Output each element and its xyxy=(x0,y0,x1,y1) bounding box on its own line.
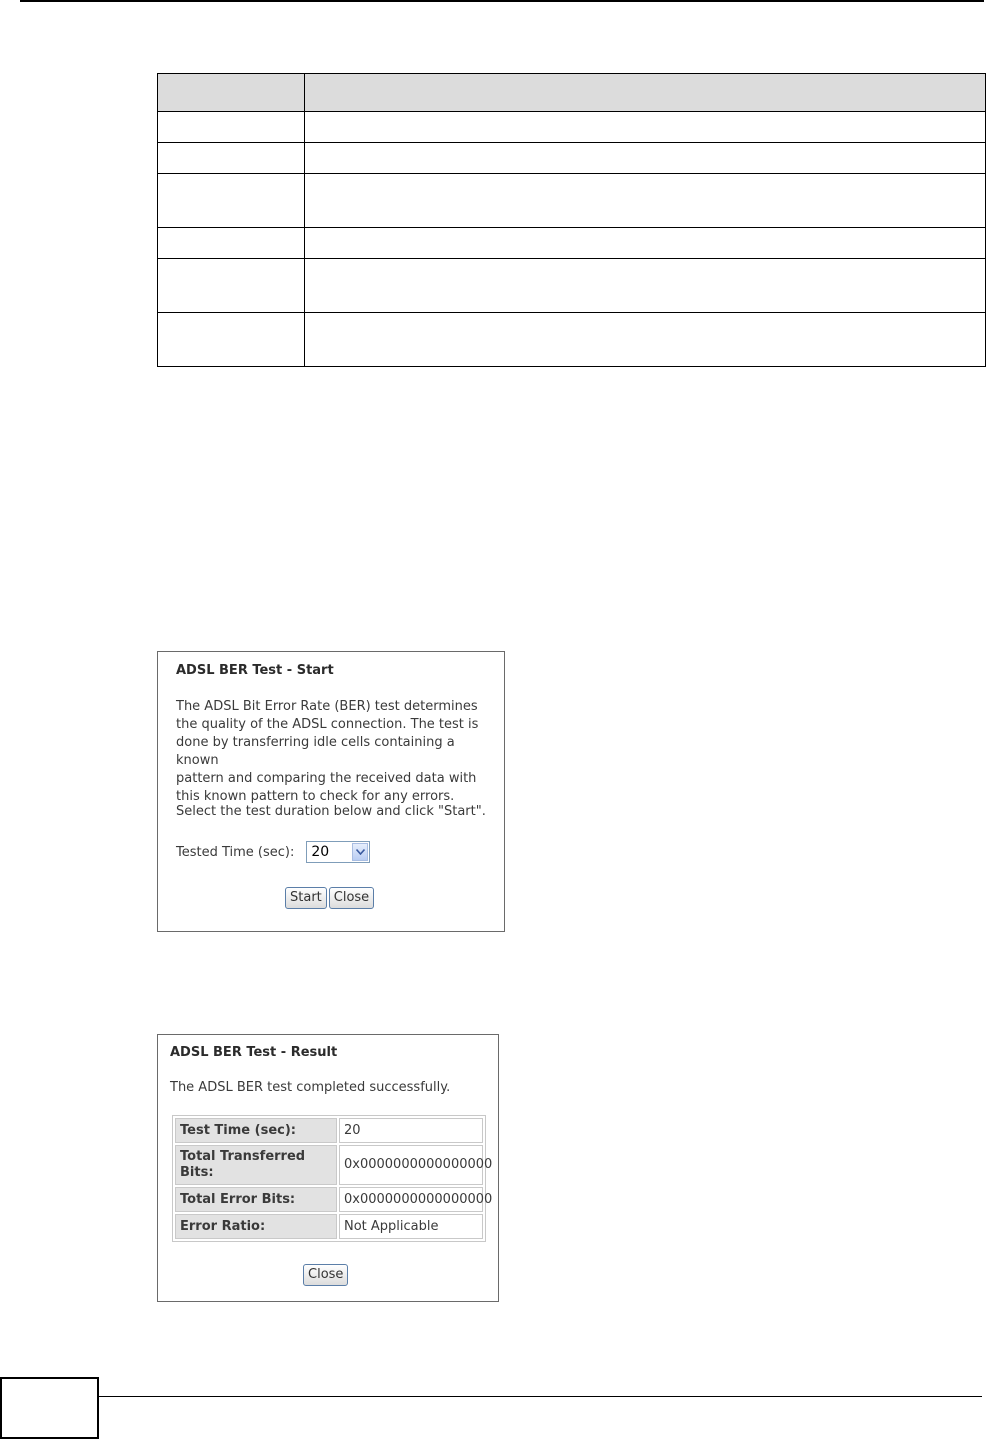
tested-time-row xyxy=(176,841,370,863)
start-dialog-hint: Select the test duration below and click "Start". xyxy=(176,804,486,819)
table-row xyxy=(175,1145,483,1185)
document-table xyxy=(157,73,986,367)
ber-test-start-dialog xyxy=(157,651,505,932)
table-row xyxy=(175,1214,483,1239)
result-dialog-title: ADSL BER Test - Result xyxy=(170,1045,338,1060)
result-value: 0x0000000000000000 xyxy=(339,1187,483,1212)
table-row xyxy=(175,1118,483,1143)
close-button[interactable]: Close xyxy=(329,887,374,909)
result-dialog-buttons xyxy=(303,1264,348,1286)
table-row xyxy=(158,313,986,367)
table-row xyxy=(158,259,986,313)
result-label: Total Transferred Bits: xyxy=(175,1145,337,1185)
ber-test-result-dialog xyxy=(157,1034,499,1302)
start-button[interactable]: Start xyxy=(285,887,327,909)
table-row xyxy=(158,143,986,174)
result-label: Test Time (sec): xyxy=(175,1118,337,1143)
footer-rule xyxy=(20,1396,982,1397)
result-label: Error Ratio: xyxy=(175,1214,337,1239)
page-number-box xyxy=(0,1377,99,1439)
result-value: 0x0000000000000000 xyxy=(339,1145,483,1185)
tested-time-label: Tested Time (sec): xyxy=(176,844,295,860)
tested-time-value: 20 xyxy=(311,844,330,860)
table-row xyxy=(158,174,986,228)
start-dialog-title: ADSL BER Test - Start xyxy=(176,663,334,678)
result-table xyxy=(172,1115,493,1242)
table-row xyxy=(158,228,986,259)
start-dialog-buttons xyxy=(285,887,374,909)
table-header-row xyxy=(158,74,986,112)
table-row xyxy=(158,112,986,143)
close-button[interactable]: Close xyxy=(303,1264,348,1286)
chevron-down-icon[interactable] xyxy=(352,843,368,861)
tested-time-select[interactable] xyxy=(306,841,370,863)
result-value: Not Applicable xyxy=(339,1214,483,1239)
table-row xyxy=(175,1187,483,1212)
result-value: 20 xyxy=(339,1118,483,1143)
result-label: Total Error Bits: xyxy=(175,1187,337,1212)
result-message: The ADSL BER test completed successfully. xyxy=(170,1080,451,1095)
header-rule xyxy=(20,0,984,2)
start-dialog-description: The ADSL Bit Error Rate (BER) test determines the quality of the ADSL connection. The test is done by transferring idle cells containing a known pattern and comparing the received data with this known pattern to check for any errors. xyxy=(176,699,479,804)
